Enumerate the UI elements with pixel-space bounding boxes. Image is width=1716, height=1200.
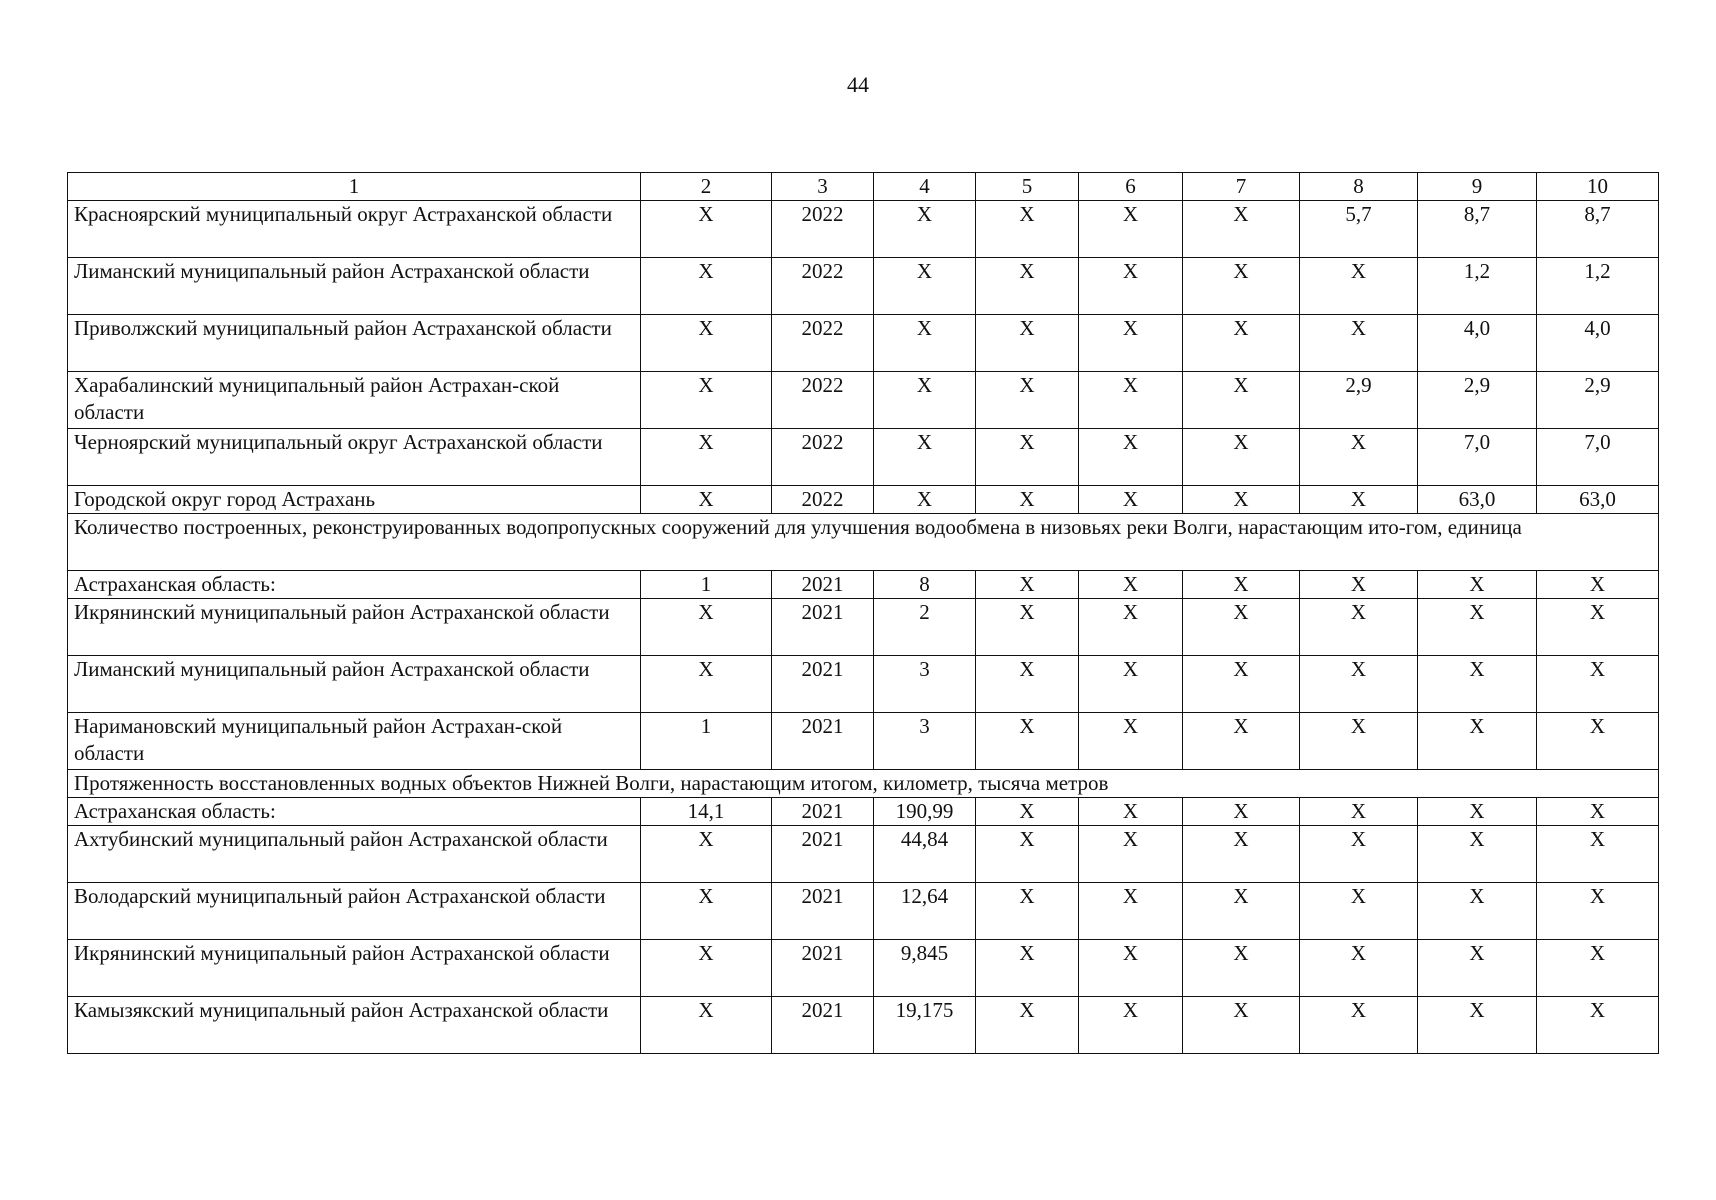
value-cell-col9: 1,2 [1418, 258, 1537, 315]
territory-name: Красноярский муниципальный округ Астраханской области [68, 201, 641, 258]
value-cell-col8: Х [1300, 826, 1418, 883]
territory-name: Лиманский муниципальный район Астраханской области [68, 258, 641, 315]
value-cell-col4: Х [874, 201, 976, 258]
section-title: Количество построенных, реконструированных водопропускных сооружений для улучшения водообмена в низовьях реки Волги, нарастающим ито-гом, единица [68, 514, 1659, 571]
value-cell-col10: 63,0 [1537, 486, 1659, 514]
value-cell-col7: Х [1183, 826, 1300, 883]
value-cell-col4: Х [874, 258, 976, 315]
value-cell-col9: Х [1418, 940, 1537, 997]
value-cell-col2: 1 [641, 571, 772, 599]
column-header-9: 9 [1418, 173, 1537, 201]
value-cell-col9: 2,9 [1418, 372, 1537, 429]
table-row [68, 315, 1659, 372]
territory-name: Ахтубинский муниципальный район Астраханской области [68, 826, 641, 883]
value-cell-col5: Х [976, 486, 1079, 514]
value-cell-col6: Х [1079, 429, 1183, 486]
value-cell-col9: 63,0 [1418, 486, 1537, 514]
value-cell-col3: 2021 [772, 997, 874, 1054]
value-cell-col8: Х [1300, 798, 1418, 826]
table-row [68, 486, 1659, 514]
value-cell-col10: 7,0 [1537, 429, 1659, 486]
value-cell-col3: 2022 [772, 372, 874, 429]
section-row [68, 770, 1659, 798]
value-cell-col7: Х [1183, 486, 1300, 514]
value-cell-col5: Х [976, 315, 1079, 372]
value-cell-col9: 4,0 [1418, 315, 1537, 372]
value-cell-col4: 190,99 [874, 798, 976, 826]
value-cell-col6: Х [1079, 940, 1183, 997]
value-cell-col3: 2021 [772, 571, 874, 599]
table-row [68, 940, 1659, 997]
value-cell-col6: Х [1079, 883, 1183, 940]
value-cell-col6: Х [1079, 997, 1183, 1054]
value-cell-col5: Х [976, 599, 1079, 656]
value-cell-col7: Х [1183, 798, 1300, 826]
value-cell-col10: Х [1537, 656, 1659, 713]
value-cell-col4: 12,64 [874, 883, 976, 940]
value-cell-col4: 9,845 [874, 940, 976, 997]
value-cell-col10: Х [1537, 940, 1659, 997]
value-cell-col4: Х [874, 372, 976, 429]
column-header-7: 7 [1183, 173, 1300, 201]
column-header-8: 8 [1300, 173, 1418, 201]
value-cell-col8: 5,7 [1300, 201, 1418, 258]
value-cell-col2: 14,1 [641, 798, 772, 826]
table-row [68, 429, 1659, 486]
value-cell-col2: Х [641, 883, 772, 940]
value-cell-col3: 2021 [772, 599, 874, 656]
value-cell-col5: Х [976, 571, 1079, 599]
value-cell-col5: Х [976, 940, 1079, 997]
table-row [68, 997, 1659, 1054]
value-cell-col7: Х [1183, 656, 1300, 713]
value-cell-col9: Х [1418, 713, 1537, 770]
value-cell-col9: Х [1418, 571, 1537, 599]
value-cell-col4: 19,175 [874, 997, 976, 1054]
value-cell-col2: Х [641, 997, 772, 1054]
value-cell-col2: Х [641, 429, 772, 486]
value-cell-col10: Х [1537, 798, 1659, 826]
value-cell-col2: Х [641, 372, 772, 429]
value-cell-col3: 2022 [772, 201, 874, 258]
value-cell-col3: 2021 [772, 713, 874, 770]
territory-name: Володарский муниципальный район Астраханской области [68, 883, 641, 940]
value-cell-col5: Х [976, 798, 1079, 826]
value-cell-col2: Х [641, 258, 772, 315]
value-cell-col3: 2022 [772, 258, 874, 315]
value-cell-col9: 7,0 [1418, 429, 1537, 486]
value-cell-col4: 8 [874, 571, 976, 599]
value-cell-col6: Х [1079, 571, 1183, 599]
value-cell-col7: Х [1183, 372, 1300, 429]
value-cell-col3: 2021 [772, 826, 874, 883]
value-cell-col10: Х [1537, 713, 1659, 770]
territory-name: Харабалинский муниципальный район Астрахан-ской области [68, 372, 641, 429]
value-cell-col9: Х [1418, 883, 1537, 940]
value-cell-col2: Х [641, 486, 772, 514]
indicator-table [67, 172, 1659, 1054]
value-cell-col9: Х [1418, 798, 1537, 826]
value-cell-col3: 2021 [772, 798, 874, 826]
value-cell-col10: 8,7 [1537, 201, 1659, 258]
territory-name: Приволжский муниципальный район Астраханской области [68, 315, 641, 372]
value-cell-col3: 2021 [772, 656, 874, 713]
value-cell-col7: Х [1183, 883, 1300, 940]
value-cell-col10: Х [1537, 571, 1659, 599]
page-number: 44 [847, 72, 869, 97]
table-row [68, 656, 1659, 713]
value-cell-col5: Х [976, 997, 1079, 1054]
value-cell-col5: Х [976, 429, 1079, 486]
value-cell-col2: Х [641, 599, 772, 656]
territory-name: Икрянинский муниципальный район Астраханской области [68, 599, 641, 656]
value-cell-col6: Х [1079, 258, 1183, 315]
value-cell-col6: Х [1079, 315, 1183, 372]
territory-name: Городской округ город Астрахань [68, 486, 641, 514]
value-cell-col2: Х [641, 940, 772, 997]
value-cell-col2: 1 [641, 713, 772, 770]
territory-name: Астраханская область: [68, 571, 641, 599]
value-cell-col9: Х [1418, 656, 1537, 713]
table-row [68, 201, 1659, 258]
table-header-row [68, 173, 1659, 201]
value-cell-col4: 3 [874, 713, 976, 770]
value-cell-col2: Х [641, 315, 772, 372]
value-cell-col4: Х [874, 315, 976, 372]
table-row [68, 798, 1659, 826]
value-cell-col10: Х [1537, 883, 1659, 940]
value-cell-col7: Х [1183, 201, 1300, 258]
territory-name: Икрянинский муниципальный район Астраханской области [68, 940, 641, 997]
value-cell-col5: Х [976, 201, 1079, 258]
territory-name: Камызякский муниципальный район Астраханской области [68, 997, 641, 1054]
value-cell-col5: Х [976, 713, 1079, 770]
value-cell-col4: 3 [874, 656, 976, 713]
value-cell-col8: Х [1300, 571, 1418, 599]
value-cell-col8: Х [1300, 429, 1418, 486]
column-header-1: 1 [68, 173, 641, 201]
value-cell-col8: Х [1300, 258, 1418, 315]
value-cell-col8: Х [1300, 486, 1418, 514]
value-cell-col6: Х [1079, 713, 1183, 770]
value-cell-col7: Х [1183, 713, 1300, 770]
value-cell-col8: Х [1300, 997, 1418, 1054]
table-row [68, 599, 1659, 656]
column-header-2: 2 [641, 173, 772, 201]
value-cell-col6: Х [1079, 201, 1183, 258]
territory-name: Черноярский муниципальный округ Астраханской области [68, 429, 641, 486]
value-cell-col6: Х [1079, 486, 1183, 514]
value-cell-col2: Х [641, 656, 772, 713]
value-cell-col8: Х [1300, 656, 1418, 713]
value-cell-col5: Х [976, 656, 1079, 713]
value-cell-col7: Х [1183, 940, 1300, 997]
value-cell-col5: Х [976, 826, 1079, 883]
value-cell-col4: 44,84 [874, 826, 976, 883]
value-cell-col7: Х [1183, 258, 1300, 315]
value-cell-col10: Х [1537, 997, 1659, 1054]
value-cell-col8: Х [1300, 940, 1418, 997]
value-cell-col2: Х [641, 201, 772, 258]
value-cell-col6: Х [1079, 826, 1183, 883]
value-cell-col10: 1,2 [1537, 258, 1659, 315]
table-row [68, 571, 1659, 599]
value-cell-col6: Х [1079, 599, 1183, 656]
value-cell-col9: Х [1418, 826, 1537, 883]
value-cell-col4: 2 [874, 599, 976, 656]
value-cell-col6: Х [1079, 798, 1183, 826]
value-cell-col7: Х [1183, 997, 1300, 1054]
table-row [68, 883, 1659, 940]
value-cell-col3: 2021 [772, 883, 874, 940]
table-row [68, 826, 1659, 883]
value-cell-col7: Х [1183, 315, 1300, 372]
value-cell-col4: Х [874, 429, 976, 486]
territory-name: Лиманский муниципальный район Астраханской области [68, 656, 641, 713]
column-header-5: 5 [976, 173, 1079, 201]
territory-name: Астраханская область: [68, 798, 641, 826]
value-cell-col7: Х [1183, 571, 1300, 599]
value-cell-col8: Х [1300, 713, 1418, 770]
column-header-3: 3 [772, 173, 874, 201]
value-cell-col6: Х [1079, 656, 1183, 713]
value-cell-col5: Х [976, 372, 1079, 429]
value-cell-col3: 2022 [772, 486, 874, 514]
value-cell-col10: 2,9 [1537, 372, 1659, 429]
value-cell-col10: Х [1537, 599, 1659, 656]
section-row [68, 514, 1659, 571]
value-cell-col2: Х [641, 826, 772, 883]
value-cell-col8: 2,9 [1300, 372, 1418, 429]
table-row [68, 713, 1659, 770]
value-cell-col9: 8,7 [1418, 201, 1537, 258]
value-cell-col3: 2022 [772, 429, 874, 486]
column-header-6: 6 [1079, 173, 1183, 201]
value-cell-col5: Х [976, 883, 1079, 940]
column-header-10: 10 [1537, 173, 1659, 201]
value-cell-col5: Х [976, 258, 1079, 315]
value-cell-col9: Х [1418, 599, 1537, 656]
value-cell-col6: Х [1079, 372, 1183, 429]
column-header-4: 4 [874, 173, 976, 201]
value-cell-col9: Х [1418, 997, 1537, 1054]
value-cell-col7: Х [1183, 599, 1300, 656]
territory-name: Наримановский муниципальный район Астрахан-ской области [68, 713, 641, 770]
table-row [68, 372, 1659, 429]
value-cell-col7: Х [1183, 429, 1300, 486]
value-cell-col4: Х [874, 486, 976, 514]
value-cell-col8: Х [1300, 883, 1418, 940]
value-cell-col8: Х [1300, 315, 1418, 372]
value-cell-col10: 4,0 [1537, 315, 1659, 372]
section-title: Протяженность восстановленных водных объектов Нижней Волги, нарастающим итогом, километр, тысяча метров [68, 770, 1659, 798]
value-cell-col8: Х [1300, 599, 1418, 656]
value-cell-col10: Х [1537, 826, 1659, 883]
table-row [68, 258, 1659, 315]
value-cell-col3: 2021 [772, 940, 874, 997]
value-cell-col3: 2022 [772, 315, 874, 372]
